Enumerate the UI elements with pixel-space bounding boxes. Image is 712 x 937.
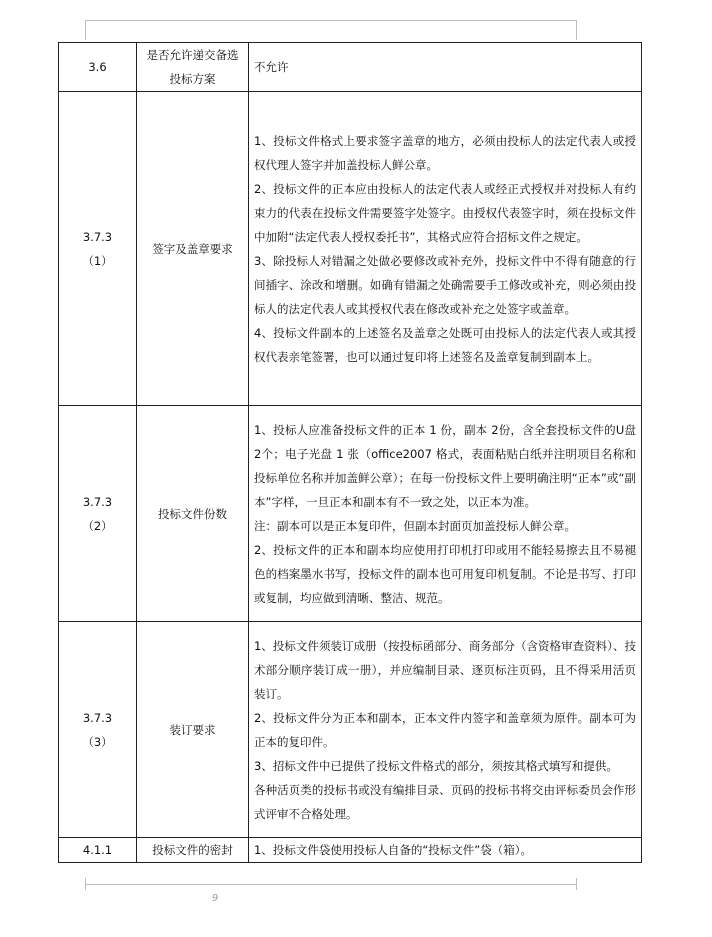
content-paragraph: 2、投标文件的正本应由投标人的法定代表人或经正式授权并对投标人有约束力的代表在投标文件需要签字处签字。由授权代表签字时，须在投标文件中加附“法定代表人授权委托书”，其格式应符合招标文件之规定。 — [254, 181, 636, 244]
clause-number-cell — [59, 622, 137, 838]
footer-rule — [85, 884, 577, 885]
clause-number: 3.6 — [88, 60, 107, 74]
clause-number-cell — [59, 43, 137, 92]
bid-requirements-table — [58, 42, 642, 863]
table-row — [59, 622, 642, 838]
item-name-cell: 装订要求 — [137, 622, 249, 838]
content-cell — [249, 43, 642, 92]
content-paragraph: 1、投标文件袋使用投标人自备的“投标文件”袋（箱）。 — [254, 843, 532, 857]
clause-number-cell — [59, 406, 137, 622]
header-corner-left — [85, 20, 86, 40]
header-corner-right — [576, 20, 577, 40]
clause-number: （2） — [82, 518, 113, 533]
content-paragraph: 各种活页类的投标书或没有编排目录、页码的投标书将交由评标委员会作形式评审不合格处理。 — [254, 782, 636, 821]
content-paragraph: 3、除投标人对错漏之处做必要修改或补充外，投标文件中不得有随意的行间插字、涂改和增删。如确有错漏之处确需要手工修改或补充，则必须由投标人的法定代表人或其授权代表在修改或补充之处签字或盖章。 — [254, 253, 636, 316]
footer-corner-right — [576, 878, 577, 890]
table-row — [59, 92, 642, 406]
item-name-cell: 签字及盖章要求 — [137, 92, 249, 406]
content-paragraph: 1、投标文件须装订成册（按投标函部分、商务部分（含资格审查资料）、技术部分顺序装订成一册），并应编制目录、逐页标注页码，且不得采用活页装订。 — [254, 638, 636, 701]
content-paragraph: 1、投标文件格式上要求签字盖章的地方，必须由投标人的法定代表人或授权代理人签字并加盖投标人鲜公章。 — [254, 133, 636, 172]
page-number: 9 — [211, 893, 219, 904]
content-paragraph: 3、招标文件中已提供了投标文件格式的部分，须按其格式填写和提供。 — [254, 758, 618, 773]
clause-number: 3.7.3 — [82, 494, 113, 509]
table-row — [59, 838, 642, 863]
content-cell — [249, 622, 642, 838]
content-paragraph: 不允许 — [254, 60, 289, 74]
content-cell — [249, 406, 642, 622]
content-paragraph: 4、投标文件副本的上述签名及盖章之处既可由投标人的法定代表人或其授权代表亲笔签署，也可以通过复印将上述签名及盖章复制到副本上。 — [254, 325, 636, 364]
clause-number: （1） — [82, 253, 113, 268]
header-rule — [85, 20, 577, 21]
clause-number: （3） — [82, 734, 113, 749]
content-paragraph: 1、投标人应准备投标文件的正本 1 份，副本 2份，含全套投标文件的U盘 2个；电子光盘 1 张（office2007 格式，表面粘贴白纸并注明项目名称和投标单位名称并加盖鲜公章）；在每一份投标文件上要明确注明“正本”或“副本”字样，一旦正本和副本有不一致之处，以正本为准。 — [254, 422, 636, 509]
item-name-cell: 投标文件份数 — [137, 406, 249, 622]
clause-number: 4.1.1 — [82, 843, 113, 857]
content-paragraph: 2、投标文件分为正本和副本，正本文件内签字和盖章须为原件。副本可为正本的复印件。 — [254, 710, 636, 749]
content-paragraph: 注：副本可以是正本复印件，但副本封面页加盖投标人鲜公章。 — [254, 518, 576, 533]
content-cell — [249, 838, 642, 863]
content-cell — [249, 92, 642, 406]
table-row — [59, 406, 642, 622]
footer-corner-left — [85, 878, 86, 890]
content-paragraph: 2、投标文件的正本和副本均应使用打印机打印或用不能轻易擦去且不易褪色的档案墨水书写，投标文件的副本也可用复印机复制。不论是书写、打印或复制，均应做到清晰、整洁、规范。 — [254, 542, 636, 605]
clause-number-cell — [59, 92, 137, 406]
item-name-cell: 投标文件的密封 — [137, 838, 249, 863]
table-row — [59, 43, 642, 92]
clause-number: 3.7.3 — [82, 229, 113, 244]
clause-number: 3.7.3 — [82, 710, 113, 725]
clause-number-cell — [59, 838, 137, 863]
item-name-cell: 是否允许递交备选投标方案 — [137, 43, 249, 92]
